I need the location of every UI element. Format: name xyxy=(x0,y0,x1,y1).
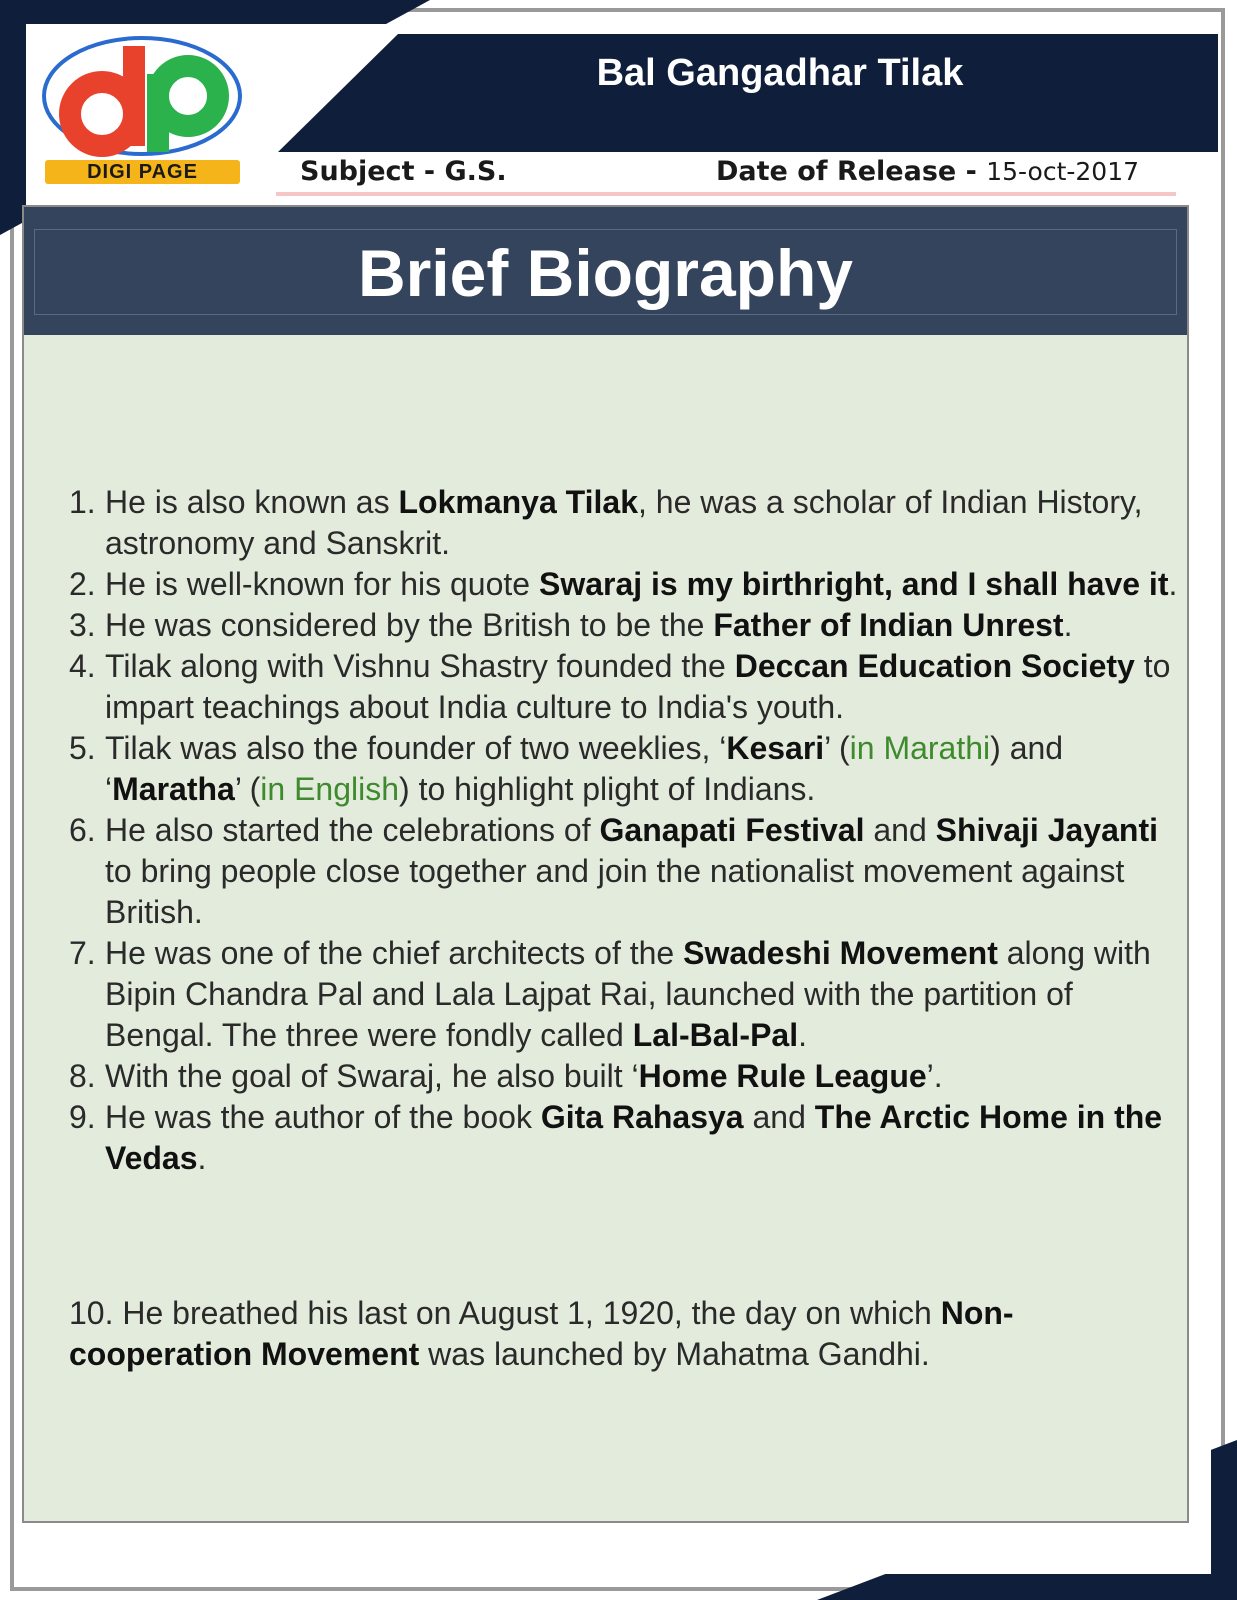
panel-title: Brief Biography xyxy=(357,236,854,310)
item-number: 4. xyxy=(69,648,96,684)
bold-phrase: Gita Rahasya xyxy=(540,1099,744,1135)
logo-p-stem xyxy=(147,74,169,152)
text-run: to bring people close together and join the nationalist movement against British. xyxy=(105,853,1125,930)
bold-phrase: Maratha xyxy=(112,771,235,807)
item-number: 7. xyxy=(69,935,96,971)
biography-item-4 xyxy=(69,646,1179,728)
page-title: Bal Gangadhar Tilak xyxy=(596,52,964,94)
item-number: 6. xyxy=(69,812,96,848)
text-run: He was considered by the British to be the xyxy=(105,607,714,643)
bold-phrase: Home Rule League xyxy=(638,1058,927,1094)
text-run: to impart teachings about India culture to India's youth. xyxy=(105,648,1171,725)
bold-phrase: Father of Indian Unrest xyxy=(713,607,1064,643)
text-run: ’. xyxy=(926,1058,943,1094)
release-date xyxy=(716,156,1139,187)
brand-badge: DIGI PAGE xyxy=(45,160,240,184)
text-run: . xyxy=(798,1017,807,1053)
bold-phrase: Non-cooperation Movement xyxy=(69,1295,1014,1372)
text-run: Tilak was also the founder of two weeklies, ‘ xyxy=(105,730,727,766)
text-run: ’ ( xyxy=(234,771,261,807)
release-date-value: 15-oct-2017 xyxy=(986,157,1140,186)
biography-item-3 xyxy=(69,605,1179,646)
text-run: He is well-known for his quote xyxy=(105,566,539,602)
item-number: 9. xyxy=(69,1099,96,1135)
biography-item-6 xyxy=(69,810,1179,933)
bold-phrase: Lal-Bal-Pal xyxy=(632,1017,799,1053)
biography-item-8 xyxy=(69,1056,1179,1097)
bold-phrase: Shivaji Jayanti xyxy=(935,812,1158,848)
language-note: in Marathi xyxy=(849,730,991,766)
biography-panel xyxy=(22,205,1189,1523)
bold-phrase: Swaraj is my birthright, and I shall have it xyxy=(538,566,1169,602)
biography-item-9 xyxy=(69,1097,1179,1179)
text-run: He also started the celebrations of xyxy=(105,812,600,848)
release-date-label: Date of Release - xyxy=(716,156,987,187)
text-run: and xyxy=(743,1099,815,1135)
biography-item-7 xyxy=(69,933,1179,1056)
text-run: He is also known as xyxy=(105,484,399,520)
language-note: in English xyxy=(260,771,400,807)
text-run: . xyxy=(1063,607,1073,643)
text-run: along with Bipin Chandra Pal and Lala Lajpat Rai, launched with the partition of Bengal. The three were fondly called xyxy=(105,935,1151,1053)
text-run: With the goal of Swaraj, he also built ‘ xyxy=(105,1058,639,1094)
biography-item-5 xyxy=(69,728,1179,810)
bold-phrase: Deccan Education Society xyxy=(734,648,1135,684)
item-number: 10. xyxy=(69,1295,114,1331)
header-divider xyxy=(276,192,1176,196)
text-run: was launched by Mahatma Gandhi. xyxy=(419,1336,930,1372)
text-run: . xyxy=(1168,566,1178,602)
text-run: and xyxy=(864,812,936,848)
text-run: He was the author of the book xyxy=(105,1099,541,1135)
biography-item-10 xyxy=(69,1293,1149,1375)
text-run: ’ ( xyxy=(824,730,850,766)
text-run: . xyxy=(197,1140,207,1176)
bold-phrase: Ganapati Festival xyxy=(599,812,865,848)
item-number: 5. xyxy=(69,730,96,766)
item-number: 1. xyxy=(69,484,96,520)
logo-d-stem xyxy=(123,46,145,146)
text-run: ) and ‘ xyxy=(105,730,1064,807)
item-number: 3. xyxy=(69,607,96,643)
bold-phrase: The Arctic Home in the Vedas xyxy=(105,1099,1163,1176)
subject-label: Subject - G.S. xyxy=(300,156,507,187)
bold-phrase: Lokmanya Tilak xyxy=(398,484,638,520)
panel-header xyxy=(24,207,1187,335)
bold-phrase: Swadeshi Movement xyxy=(683,935,998,971)
biography-item-1 xyxy=(69,482,1179,564)
text-run: ) to highlight plight of Indians. xyxy=(399,771,816,807)
item-number: 2. xyxy=(69,566,96,602)
bold-phrase: Kesari xyxy=(726,730,825,766)
text-run: He breathed his last on August 1, 1920, the day on which xyxy=(113,1295,941,1331)
biography-list xyxy=(69,482,1179,1179)
text-run: , he was a scholar of Indian History, astronomy and Sanskrit. xyxy=(105,484,1143,561)
text-run: He was one of the chief architects of the xyxy=(105,935,684,971)
text-run: Tilak along with Vishnu Shastry founded the xyxy=(105,648,735,684)
biography-item-2 xyxy=(69,564,1179,605)
item-number: 8. xyxy=(69,1058,96,1094)
